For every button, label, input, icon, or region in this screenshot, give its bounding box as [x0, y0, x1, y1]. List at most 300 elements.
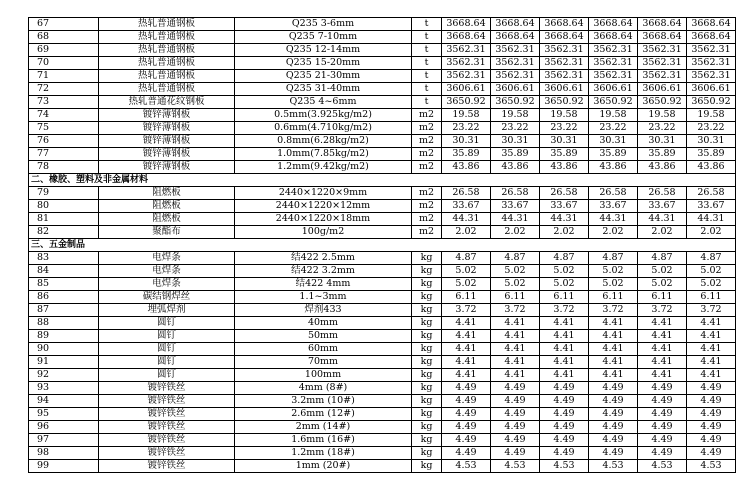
price-cell: 4.41	[687, 330, 736, 343]
price-cell: 3562.31	[540, 57, 589, 70]
price-cell: 30.31	[687, 135, 736, 148]
item-unit-cell: kg	[412, 395, 442, 408]
price-cell: 4.49	[638, 434, 687, 447]
item-unit-cell: t	[412, 83, 442, 96]
table-row	[29, 330, 736, 343]
item-unit-cell: kg	[412, 434, 442, 447]
item-number-cell: 78	[29, 161, 99, 174]
item-spec-cell: 2.6mm (12#)	[235, 408, 412, 421]
price-cell: 19.58	[589, 109, 638, 122]
item-number-cell: 81	[29, 213, 99, 226]
item-spec-cell: 50mm	[235, 330, 412, 343]
price-cell: 6.11	[638, 291, 687, 304]
price-cell: 35.89	[687, 148, 736, 161]
item-unit-cell: m2	[412, 135, 442, 148]
price-cell: 3668.64	[491, 31, 540, 44]
price-cell: 5.02	[442, 265, 491, 278]
item-spec-cell: 1.1~3mm	[235, 291, 412, 304]
item-unit-cell: t	[412, 70, 442, 83]
item-number-cell: 68	[29, 31, 99, 44]
price-cell: 35.89	[589, 148, 638, 161]
item-name-cell: 热轧普通钢板	[99, 83, 235, 96]
price-cell: 4.53	[687, 460, 736, 473]
price-cell: 4.49	[687, 447, 736, 460]
price-cell: 4.49	[540, 434, 589, 447]
price-cell: 4.41	[491, 343, 540, 356]
price-cell: 4.49	[540, 408, 589, 421]
item-unit-cell: kg	[412, 356, 442, 369]
item-unit-cell: t	[412, 44, 442, 57]
price-cell: 4.49	[638, 421, 687, 434]
item-unit-cell: m2	[412, 200, 442, 213]
item-spec-cell: 2mm (14#)	[235, 421, 412, 434]
price-cell: 3650.92	[638, 96, 687, 109]
price-cell: 2.02	[589, 226, 638, 239]
price-cell: 3562.31	[638, 70, 687, 83]
table-row	[29, 70, 736, 83]
table-row	[29, 382, 736, 395]
price-cell: 43.86	[540, 161, 589, 174]
price-cell: 3562.31	[687, 57, 736, 70]
price-cell: 26.58	[491, 187, 540, 200]
price-cell: 33.67	[540, 200, 589, 213]
price-cell: 5.02	[589, 278, 638, 291]
item-unit-cell: kg	[412, 252, 442, 265]
section-title: 二、橡胶、塑料及非金属材料	[29, 174, 736, 187]
price-cell: 4.49	[638, 382, 687, 395]
item-unit-cell: t	[412, 96, 442, 109]
price-cell: 19.58	[540, 109, 589, 122]
price-cell: 23.22	[687, 122, 736, 135]
item-name-cell: 热轧普通钢板	[99, 31, 235, 44]
price-cell: 3.72	[442, 304, 491, 317]
price-cell: 4.49	[540, 382, 589, 395]
item-spec-cell: 4mm (8#)	[235, 382, 412, 395]
table-row	[29, 421, 736, 434]
table-row	[29, 96, 736, 109]
table-row	[29, 265, 736, 278]
item-name-cell: 圆钉	[99, 343, 235, 356]
price-cell: 44.31	[442, 213, 491, 226]
price-cell: 4.41	[638, 369, 687, 382]
item-number-cell: 97	[29, 434, 99, 447]
item-number-cell: 87	[29, 304, 99, 317]
price-cell: 4.41	[442, 343, 491, 356]
price-cell: 6.11	[442, 291, 491, 304]
price-cell: 3562.31	[589, 44, 638, 57]
table-row	[29, 408, 736, 421]
price-cell: 4.49	[687, 408, 736, 421]
table-row	[29, 343, 736, 356]
price-cell: 2.02	[491, 226, 540, 239]
item-spec-cell: 0.5mm(3.925kg/m2)	[235, 109, 412, 122]
item-spec-cell: 0.6mm(4.710kg/m2)	[235, 122, 412, 135]
table-row	[29, 356, 736, 369]
price-cell: 4.41	[491, 330, 540, 343]
price-cell: 4.41	[491, 317, 540, 330]
price-cell: 26.58	[589, 187, 638, 200]
price-cell: 6.11	[589, 291, 638, 304]
price-cell: 44.31	[540, 213, 589, 226]
price-cell: 3606.61	[638, 83, 687, 96]
price-cell: 3562.31	[442, 57, 491, 70]
item-number-cell: 72	[29, 83, 99, 96]
item-spec-cell: 结422 4mm	[235, 278, 412, 291]
table-row	[29, 57, 736, 70]
price-cell: 26.58	[540, 187, 589, 200]
table-row	[29, 44, 736, 57]
price-cell: 30.31	[491, 135, 540, 148]
price-cell: 4.53	[589, 460, 638, 473]
price-cell: 4.49	[540, 447, 589, 460]
item-number-cell: 83	[29, 252, 99, 265]
price-cell: 3668.64	[589, 18, 638, 31]
price-cell: 35.89	[491, 148, 540, 161]
item-spec-cell: 100mm	[235, 369, 412, 382]
item-number-cell: 98	[29, 447, 99, 460]
item-number-cell: 96	[29, 421, 99, 434]
item-spec-cell: 60mm	[235, 343, 412, 356]
price-cell: 33.67	[442, 200, 491, 213]
price-cell: 4.49	[687, 421, 736, 434]
item-number-cell: 80	[29, 200, 99, 213]
price-cell: 3668.64	[491, 18, 540, 31]
price-cell: 44.31	[589, 213, 638, 226]
price-cell: 4.49	[589, 408, 638, 421]
price-cell: 4.41	[540, 356, 589, 369]
price-cell: 44.31	[491, 213, 540, 226]
price-cell: 5.02	[687, 278, 736, 291]
price-cell: 4.87	[589, 252, 638, 265]
price-cell: 3668.64	[442, 31, 491, 44]
item-name-cell: 聚酯布	[99, 226, 235, 239]
item-name-cell: 阻燃板	[99, 213, 235, 226]
table-row	[29, 187, 736, 200]
item-spec-cell: 1.6mm (16#)	[235, 434, 412, 447]
table-row	[29, 460, 736, 473]
item-unit-cell: t	[412, 57, 442, 70]
price-cell: 5.02	[491, 278, 540, 291]
price-cell: 4.49	[540, 395, 589, 408]
price-cell: 3668.64	[687, 31, 736, 44]
price-cell: 43.86	[589, 161, 638, 174]
price-cell: 4.41	[589, 330, 638, 343]
item-name-cell: 镀锌薄钢板	[99, 109, 235, 122]
item-unit-cell: m2	[412, 213, 442, 226]
price-cell: 3562.31	[687, 44, 736, 57]
price-cell: 3668.64	[687, 18, 736, 31]
item-name-cell: 镀锌薄钢板	[99, 161, 235, 174]
price-cell: 3562.31	[638, 57, 687, 70]
price-cell: 4.49	[442, 382, 491, 395]
item-unit-cell: kg	[412, 343, 442, 356]
price-cell: 19.58	[687, 109, 736, 122]
price-cell: 4.41	[638, 356, 687, 369]
price-cell: 4.49	[687, 434, 736, 447]
price-cell: 4.49	[589, 447, 638, 460]
item-name-cell: 镀锌铁丝	[99, 447, 235, 460]
price-cell: 4.49	[491, 421, 540, 434]
price-cell: 19.58	[638, 109, 687, 122]
item-number-cell: 93	[29, 382, 99, 395]
item-spec-cell: 2440×1220×9mm	[235, 187, 412, 200]
price-cell: 4.53	[442, 460, 491, 473]
item-unit-cell: kg	[412, 447, 442, 460]
price-cell: 4.49	[589, 382, 638, 395]
price-cell: 2.02	[687, 226, 736, 239]
table-row	[29, 148, 736, 161]
price-cell: 2.02	[442, 226, 491, 239]
price-cell: 23.22	[442, 122, 491, 135]
price-cell: 3562.31	[540, 70, 589, 83]
price-cell: 4.49	[638, 395, 687, 408]
price-cell: 5.02	[638, 265, 687, 278]
item-number-cell: 77	[29, 148, 99, 161]
price-cell: 43.86	[442, 161, 491, 174]
price-cell: 3668.64	[638, 18, 687, 31]
item-name-cell: 镀锌薄钢板	[99, 135, 235, 148]
price-cell: 4.49	[442, 408, 491, 421]
price-cell: 4.41	[442, 369, 491, 382]
price-cell: 4.49	[491, 382, 540, 395]
item-unit-cell: kg	[412, 369, 442, 382]
price-cell: 4.41	[687, 369, 736, 382]
item-unit-cell: kg	[412, 265, 442, 278]
table-row	[29, 252, 736, 265]
price-cell: 4.41	[687, 343, 736, 356]
item-number-cell: 71	[29, 70, 99, 83]
price-cell: 23.22	[540, 122, 589, 135]
price-cell: 3668.64	[540, 31, 589, 44]
price-cell: 6.11	[540, 291, 589, 304]
item-spec-cell: 70mm	[235, 356, 412, 369]
price-cell: 35.89	[638, 148, 687, 161]
item-number-cell: 86	[29, 291, 99, 304]
item-unit-cell: kg	[412, 460, 442, 473]
item-number-cell: 75	[29, 122, 99, 135]
price-cell: 5.02	[491, 265, 540, 278]
price-cell: 4.49	[491, 447, 540, 460]
price-cell: 4.53	[540, 460, 589, 473]
price-cell: 4.49	[589, 421, 638, 434]
item-number-cell: 90	[29, 343, 99, 356]
price-cell: 35.89	[540, 148, 589, 161]
item-name-cell: 热轧普通钢板	[99, 18, 235, 31]
item-spec-cell: 1.2mm (18#)	[235, 447, 412, 460]
price-cell: 3668.64	[442, 18, 491, 31]
price-cell: 4.49	[589, 434, 638, 447]
price-cell: 33.67	[687, 200, 736, 213]
section-title: 三、五金制品	[29, 239, 736, 252]
price-cell: 4.41	[638, 330, 687, 343]
price-cell: 33.67	[589, 200, 638, 213]
price-cell: 30.31	[638, 135, 687, 148]
table-row	[29, 83, 736, 96]
price-cell: 3562.31	[540, 44, 589, 57]
item-number-cell: 74	[29, 109, 99, 122]
price-cell: 4.41	[540, 330, 589, 343]
price-cell: 5.02	[589, 265, 638, 278]
table-row	[29, 278, 736, 291]
item-number-cell: 85	[29, 278, 99, 291]
price-cell: 3562.31	[589, 70, 638, 83]
item-name-cell: 电焊条	[99, 278, 235, 291]
item-number-cell: 91	[29, 356, 99, 369]
item-unit-cell: m2	[412, 109, 442, 122]
price-cell: 4.41	[540, 343, 589, 356]
item-unit-cell: kg	[412, 278, 442, 291]
table-row	[29, 161, 736, 174]
item-spec-cell: 2440×1220×18mm	[235, 213, 412, 226]
price-cell: 3562.31	[442, 70, 491, 83]
item-name-cell: 碳结钢焊丝	[99, 291, 235, 304]
table-row	[29, 447, 736, 460]
item-name-cell: 镀锌铁丝	[99, 382, 235, 395]
price-cell: 5.02	[540, 265, 589, 278]
item-unit-cell: kg	[412, 291, 442, 304]
price-cell: 4.49	[491, 434, 540, 447]
price-cell: 3562.31	[491, 57, 540, 70]
price-cell: 4.41	[442, 317, 491, 330]
price-cell: 19.58	[442, 109, 491, 122]
price-cell: 3562.31	[687, 70, 736, 83]
price-cell: 23.22	[638, 122, 687, 135]
item-name-cell: 阻燃板	[99, 200, 235, 213]
price-table	[28, 17, 736, 473]
price-cell: 4.41	[540, 369, 589, 382]
price-cell: 4.41	[491, 356, 540, 369]
item-number-cell: 69	[29, 44, 99, 57]
price-cell: 3562.31	[589, 57, 638, 70]
item-number-cell: 92	[29, 369, 99, 382]
table-row	[29, 109, 736, 122]
item-spec-cell: Q235 12-14mm	[235, 44, 412, 57]
item-spec-cell: 1mm (20#)	[235, 460, 412, 473]
table-row	[29, 369, 736, 382]
item-name-cell: 热轧普通钢板	[99, 57, 235, 70]
price-cell: 4.49	[442, 395, 491, 408]
price-cell: 3562.31	[638, 44, 687, 57]
price-cell: 3.72	[540, 304, 589, 317]
item-name-cell: 埋弧焊剂	[99, 304, 235, 317]
item-number-cell: 79	[29, 187, 99, 200]
item-spec-cell: 结422 3.2mm	[235, 265, 412, 278]
price-cell: 3606.61	[687, 83, 736, 96]
table-row	[29, 200, 736, 213]
table-row	[29, 213, 736, 226]
price-cell: 5.02	[638, 278, 687, 291]
price-cell: 4.49	[491, 395, 540, 408]
price-cell: 3650.92	[491, 96, 540, 109]
item-unit-cell: kg	[412, 382, 442, 395]
price-cell: 4.49	[442, 434, 491, 447]
price-cell: 6.11	[491, 291, 540, 304]
item-spec-cell: 焊剂433	[235, 304, 412, 317]
price-cell: 4.41	[589, 317, 638, 330]
price-cell: 6.11	[687, 291, 736, 304]
price-cell: 4.87	[540, 252, 589, 265]
price-cell: 30.31	[540, 135, 589, 148]
price-cell: 43.86	[638, 161, 687, 174]
price-cell: 4.41	[442, 356, 491, 369]
item-spec-cell: Q235 31-40mm	[235, 83, 412, 96]
price-cell: 4.41	[638, 343, 687, 356]
price-cell: 35.89	[442, 148, 491, 161]
price-cell: 3562.31	[491, 44, 540, 57]
item-spec-cell: 1.0mm(7.85kg/m2)	[235, 148, 412, 161]
item-name-cell: 电焊条	[99, 252, 235, 265]
item-unit-cell: kg	[412, 304, 442, 317]
price-table-body	[29, 18, 736, 473]
price-cell: 4.41	[589, 369, 638, 382]
price-cell: 3562.31	[491, 70, 540, 83]
item-name-cell: 镀锌铁丝	[99, 434, 235, 447]
price-cell: 4.87	[687, 252, 736, 265]
item-spec-cell: 2440×1220×12mm	[235, 200, 412, 213]
item-name-cell: 热轧普通钢板	[99, 44, 235, 57]
price-cell: 4.49	[491, 408, 540, 421]
price-cell: 3.72	[491, 304, 540, 317]
item-number-cell: 94	[29, 395, 99, 408]
price-cell: 4.87	[491, 252, 540, 265]
item-number-cell: 88	[29, 317, 99, 330]
price-cell: 19.58	[491, 109, 540, 122]
item-spec-cell: Q235 21-30mm	[235, 70, 412, 83]
price-cell: 4.41	[491, 369, 540, 382]
price-cell: 5.02	[540, 278, 589, 291]
price-cell: 23.22	[491, 122, 540, 135]
item-name-cell: 电焊条	[99, 265, 235, 278]
item-unit-cell: t	[412, 18, 442, 31]
price-cell: 5.02	[442, 278, 491, 291]
item-name-cell: 镀锌薄钢板	[99, 122, 235, 135]
item-number-cell: 70	[29, 57, 99, 70]
price-cell: 33.67	[491, 200, 540, 213]
price-cell: 3.72	[589, 304, 638, 317]
price-cell: 2.02	[540, 226, 589, 239]
price-cell: 3606.61	[442, 83, 491, 96]
section-header-row	[29, 239, 736, 252]
price-cell: 3650.92	[589, 96, 638, 109]
item-spec-cell: Q235 3-6mm	[235, 18, 412, 31]
item-name-cell: 圆钉	[99, 330, 235, 343]
price-cell: 3606.61	[589, 83, 638, 96]
price-cell: 44.31	[687, 213, 736, 226]
price-cell: 4.53	[491, 460, 540, 473]
price-cell: 26.58	[442, 187, 491, 200]
price-cell: 23.22	[589, 122, 638, 135]
table-row	[29, 135, 736, 148]
item-unit-cell: t	[412, 31, 442, 44]
item-number-cell: 73	[29, 96, 99, 109]
item-spec-cell: Q235 7-10mm	[235, 31, 412, 44]
item-unit-cell: kg	[412, 317, 442, 330]
price-cell: 4.41	[540, 317, 589, 330]
price-cell: 4.49	[589, 395, 638, 408]
item-number-cell: 76	[29, 135, 99, 148]
price-cell: 3650.92	[442, 96, 491, 109]
item-name-cell: 镀锌薄钢板	[99, 148, 235, 161]
item-spec-cell: 结422 2.5mm	[235, 252, 412, 265]
item-spec-cell: 3.2mm (10#)	[235, 395, 412, 408]
item-spec-cell: 40mm	[235, 317, 412, 330]
item-spec-cell: 100g/m2	[235, 226, 412, 239]
price-cell: 44.31	[638, 213, 687, 226]
table-row	[29, 31, 736, 44]
item-unit-cell: m2	[412, 226, 442, 239]
item-unit-cell: kg	[412, 330, 442, 343]
price-cell: 5.02	[687, 265, 736, 278]
